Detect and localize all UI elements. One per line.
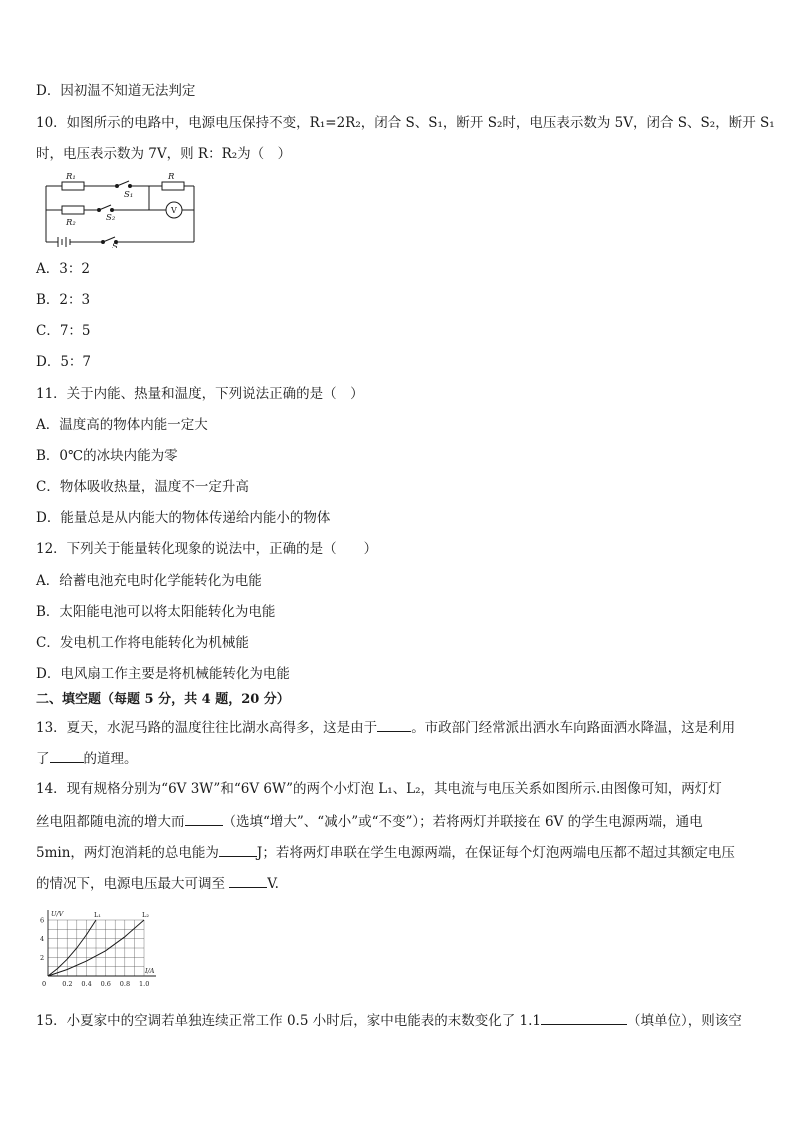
label-r: R <box>168 172 175 182</box>
label-r2: R₂ <box>66 218 76 228</box>
x-tick-label: 0.6 <box>100 980 111 988</box>
q14-line4 <box>36 874 766 893</box>
q15-text-a: 15．小夏家中的空调若单独连续正常工作 0.5 小时后，家中电能表的末数变化了 1.1 <box>36 1013 541 1029</box>
q10-option-a: A．3：2 <box>36 261 90 277</box>
label-s1: S₁ <box>124 190 134 200</box>
circuit-diagram <box>42 170 202 248</box>
resistor-r <box>162 182 184 190</box>
label-voltmeter: V <box>171 206 177 215</box>
q14-blank-3[interactable] <box>229 874 267 888</box>
q9-option-d: D．因初温不知道无法判定 <box>36 83 196 99</box>
resistor-r2 <box>62 206 84 214</box>
q13-text-d: 的道理。 <box>83 751 138 767</box>
q13-blank-2[interactable] <box>50 749 84 763</box>
y-tick-label: 4 <box>40 935 45 944</box>
q13-line1 <box>36 718 766 737</box>
q14-text-a: 丝电阻都随电流的增大而 <box>36 814 185 830</box>
q11-option-c: C．物体吸收热量，温度不一定升高 <box>36 479 249 495</box>
x-axis-label: I/A <box>145 967 155 975</box>
q14-line2 <box>36 812 766 831</box>
section-heading-fill-in: 二、填空题（每题 5 分，共 4 题，20 分） <box>36 692 290 707</box>
q12-option-c: C．发电机工作将电能转化为机械能 <box>36 635 249 651</box>
q15-line1 <box>36 1011 766 1030</box>
q10-stem-line1: 10．如图所示的电路中，电源电压保持不变，R₁=2R₂，闭合 S、S₁，断开 S₂时，电压表示数为 5V，闭合 S、S₂，断开 S₁ <box>36 115 775 131</box>
y-axis-label: U/V <box>51 910 64 918</box>
q14-line3 <box>36 843 766 862</box>
x-tick-label: 0.8 <box>119 980 131 988</box>
q10-option-d: D．5：7 <box>36 354 92 370</box>
q15-text-b: （填单位），则该空 <box>627 1013 742 1029</box>
q14-text-d: J；若将两灯串联在学生电源两端，在保证每个灯泡两端电压都不超过其额定电压 <box>256 845 735 861</box>
switch-s1 <box>117 181 129 186</box>
series-label-1: L₁ <box>94 911 101 919</box>
label-s2: S₂ <box>106 213 116 223</box>
q13-text-a: 13．夏天，水泥马路的温度往往比湖水高得多，这是由于 <box>36 720 378 736</box>
y-tick-label: 6 <box>40 916 45 925</box>
q14-blank-2[interactable] <box>219 843 257 857</box>
x-tick-label: 0.4 <box>81 980 92 988</box>
x-tick-label: 0.2 <box>62 980 73 988</box>
x-tick-label: 0 <box>42 980 47 988</box>
ui-chart <box>36 906 166 990</box>
q13-blank-1[interactable] <box>377 718 411 732</box>
q13-text-c: 了 <box>36 751 50 767</box>
q11-stem: 11．关于内能、热量和温度，下列说法正确的是（ ） <box>36 386 364 402</box>
q14-line1: 14．现有规格分别为“6V 3W”和“6V 6W”的两个小灯泡 L₁、L₂，其电流与电压关系如图所示.由图像可知，两灯灯 <box>36 781 722 797</box>
q12-option-d: D．电风扇工作主要是将机械能转化为电能 <box>36 666 290 682</box>
q13-line2 <box>36 749 766 768</box>
q15-blank-1[interactable] <box>541 1011 627 1025</box>
q14-text-b: （选填“增大”、“减小”或“不变”）；若将两灯并联接在 6V 的学生电源两端，通电 <box>222 814 703 830</box>
q12-option-a: A．给蓄电池充电时化学能转化为电能 <box>36 573 262 589</box>
y-tick-label: 2 <box>40 953 45 962</box>
q10-option-b: B．2：3 <box>36 292 91 308</box>
q13-text-b: 。市政部门经常派出洒水车向路面洒水降温，这是利用 <box>411 720 736 736</box>
series-label-2: L₂ <box>142 911 149 919</box>
q11-option-a: A．温度高的物体内能一定大 <box>36 417 208 433</box>
q11-option-d: D．能量总是从内能大的物体传递给内能小的物体 <box>36 510 331 526</box>
label-r1: R₁ <box>66 172 76 182</box>
q14-text-c: 5min，两灯泡消耗的总电能为 <box>36 845 219 861</box>
q10-option-c: C．7：5 <box>36 323 91 339</box>
q10-stem-line2: 时，电压表示数为 7V，则 R：R₂为（ ） <box>36 146 292 162</box>
x-tick-label: 1.0 <box>139 980 150 988</box>
q12-stem: 12．下列关于能量转化现象的说法中，正确的是（ ） <box>36 541 378 557</box>
resistor-r1 <box>62 182 84 190</box>
q12-option-b: B．太阳能电池可以将太阳能转化为电能 <box>36 604 276 620</box>
q11-option-b: B．0℃的冰块内能为零 <box>36 448 178 464</box>
switch-s2 <box>99 205 111 210</box>
q14-blank-1[interactable] <box>185 812 223 826</box>
label-s: S <box>112 242 118 248</box>
q14-text-e: 的情况下，电源电压最大可调至 <box>36 876 230 892</box>
q14-text-f: V. <box>267 876 279 892</box>
